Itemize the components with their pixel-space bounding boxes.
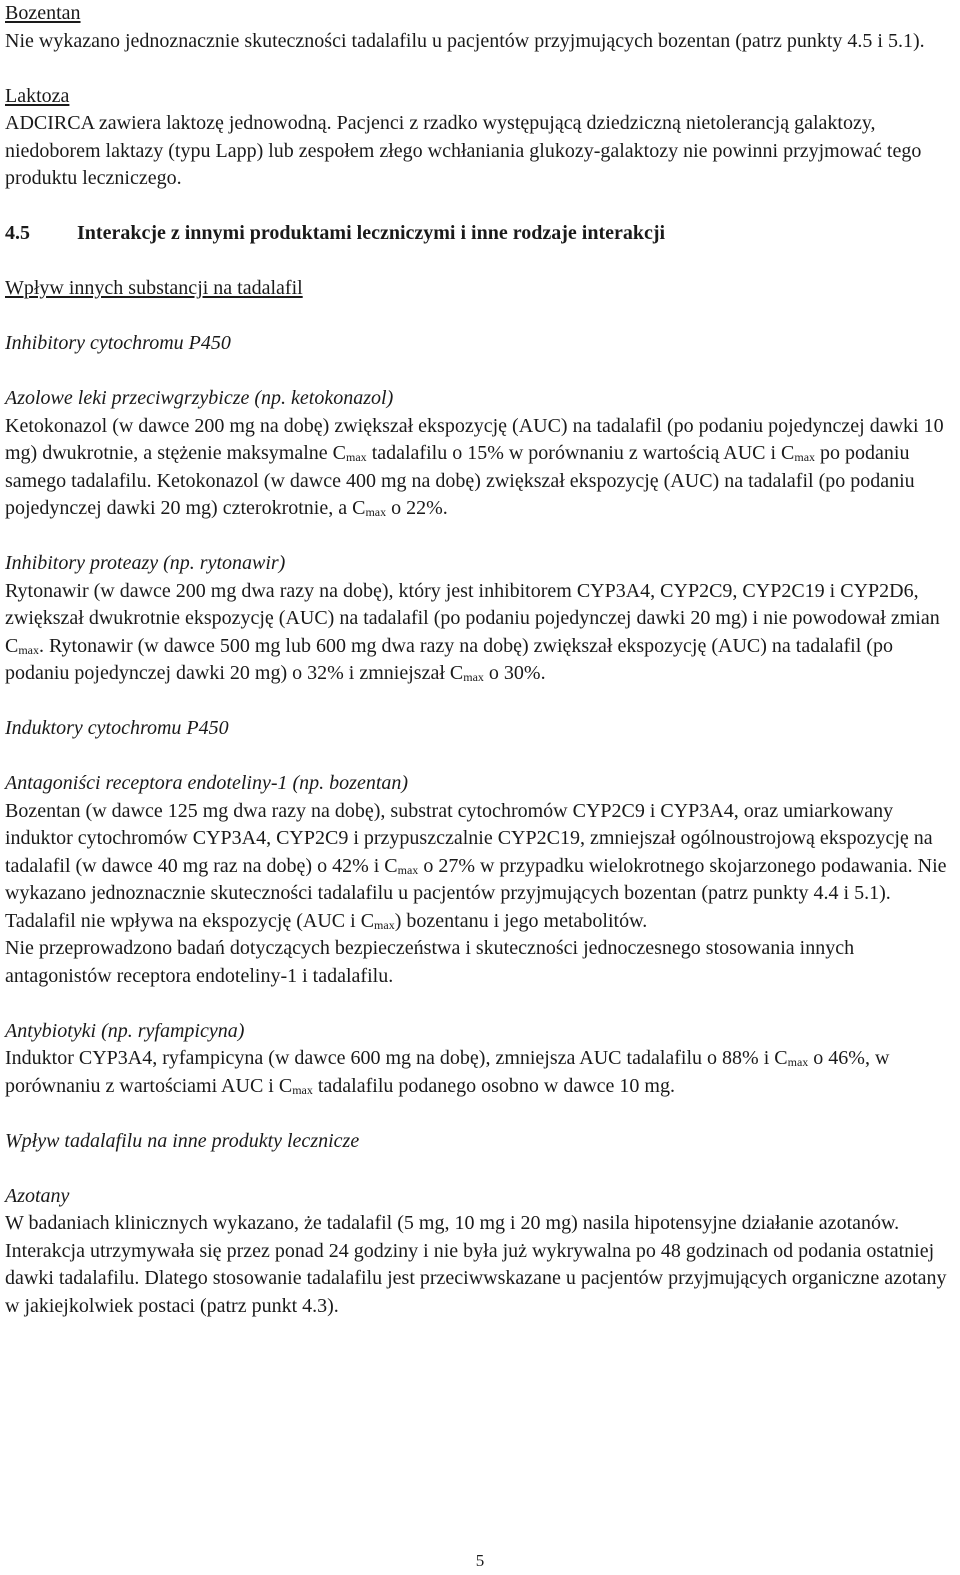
- wplyw-tadalafilu-heading: Wpływ tadalafilu na inne produkty lecznicze: [5, 1129, 360, 1152]
- bozentan-text: Nie wykazano jednoznacznie skuteczności tadalafilu u pacjentów przyjmujących bozentan (patrz punkty 4.5 i 5.1).: [5, 29, 925, 52]
- antagonisci-heading: Antagoniści receptora endoteliny-1 (np. bozentan): [5, 772, 409, 794]
- section-number: 4.5: [5, 222, 30, 244]
- laktoza-heading: Laktoza: [5, 84, 70, 107]
- azolowe-heading: Azolowe leki przeciwgrzybicze (np. ketokonazol): [5, 387, 394, 409]
- wplyw-innych-heading: Wpływ innych substancji na tadalafil: [5, 277, 303, 299]
- antybiotyki-heading: Antybiotyki (np. ryfampicyna): [5, 1019, 245, 1042]
- bozentan-heading: Bozentan: [5, 2, 81, 24]
- induktory-p450-heading: Induktory cytochromu P450: [5, 717, 229, 739]
- inhibitory-p450-heading: Inhibitory cytochromu P450: [5, 332, 231, 354]
- page-number: 5: [475, 1551, 485, 1570]
- azotany-text: W badaniach klinicznych wykazano, że tadalafil (5 mg, 10 mg i 20 mg) nasila hipotensyjne działanie azotanów. Interakcja utrzymywała się przez ponad 24 godziny i nie była już wykrywalna po 48 godzinach od podania ostatniej dawki tadalafilu. Dlatego stosowanie tadalafilu jest przeciwwskazane u pacjentów przyjmujących organiczne azotany w jakiejkolwiek postaci (patrz punkt 4.3).: [5, 1212, 947, 1317]
- section-heading: [5, 220, 955, 248]
- antagonisci-note: Nie przeprowadzono badań dotyczących bezpieczeństwa i skuteczności jednoczesnego stosowania innych antagonistów receptora endoteliny-1 i tadalafilu.: [5, 937, 855, 987]
- proteazy-heading: Inhibitory proteazy (np. rytonawir): [5, 552, 286, 574]
- antagonisci-text: Bozentan (w dawce 125 mg dwa razy na dobę), substrat cytochromów CYP2C9 i CYP3A4, oraz umiarkowany induktor cytochromów CYP3A4, CYP2C9 i przypuszczalnie CYP2C19, zmniejszał ogólnoustrojową ekspozycję na tadalafil (w dawce 40 mg raz na dobę) o 42% i $C_{max}$ o 27% w przypadku wielokrotnego skojarzonego podawania. Nie wykazano jednoznacznie skuteczności tadalafilu u pacjentów przyjmujących bozentan (patrz punkty 4.4 i 5.1). Tadalafil nie wpływa na ekspozycję (AUC i $C_{max}$) bozentanu i jego metabolitów.: [5, 799, 947, 932]
- azotany-heading: Azotany: [5, 1184, 70, 1207]
- section-title: Interakcje z innymi produktami leczniczymi i inne rodzaje interakcji: [77, 222, 666, 244]
- laktoza-text: ADCIRCA zawiera laktozę jednowodną. Pacjenci z rzadko występującą dziedziczną nietolerancją galaktozy, niedoborem laktazy (typu Lapp) lub zespołem złego wchłaniania glukozy-galaktozy nie powinni przyjmować tego produktu leczniczego.: [5, 112, 922, 189]
- antybiotyki-text: Induktor CYP3A4, ryfampicyna (w dawce 600 mg na dobę), zmniejsza AUC tadalafilu o 88% i $C_{max}$ o 46%, w porównaniu z wartościami AUC i $C_{max}$ tadalafilu podanego osobno w dawce 10 mg.: [5, 1047, 890, 1097]
- azolowe-text: Ketokonazol (w dawce 200 mg na dobę) zwiększał ekspozycję (AUC) na tadalafil (po podaniu pojedynczej dawki 10 mg) dwukrotnie, a stężenie maksymalne $C_{max}$ tadalafilu o 15% w porównaniu z wartością AUC i $C_{max}$ po podaniu samego tadalafilu. Ketokonazol (w dawce 400 mg na dobę) zwiększał ekspozycję (AUC) na tadalafil (po podaniu pojedynczej dawki 20 mg) czterokrotnie, a $C_{max}$ o 22%.: [5, 414, 944, 519]
- document-page: [5, 0, 955, 1320]
- proteazy-text: Rytonawir (w dawce 200 mg dwa razy na dobę), który jest inhibitorem CYP3A4, CYP2C9, CYP2C19 i CYP2D6, zwiększał dwukrotnie ekspozycję (AUC) na tadalafil (po podaniu pojedynczej dawki 20 mg) i nie powodował zmian $C_{max}$. Rytonawir (w dawce 500 mg lub 600 mg dwa razy na dobę) zwiększał ekspozycję (AUC) na tadalafil (po podaniu pojedynczej dawki 20 mg) o 32% i zmniejszał $C_{max}$ o 30%.: [5, 579, 940, 684]
